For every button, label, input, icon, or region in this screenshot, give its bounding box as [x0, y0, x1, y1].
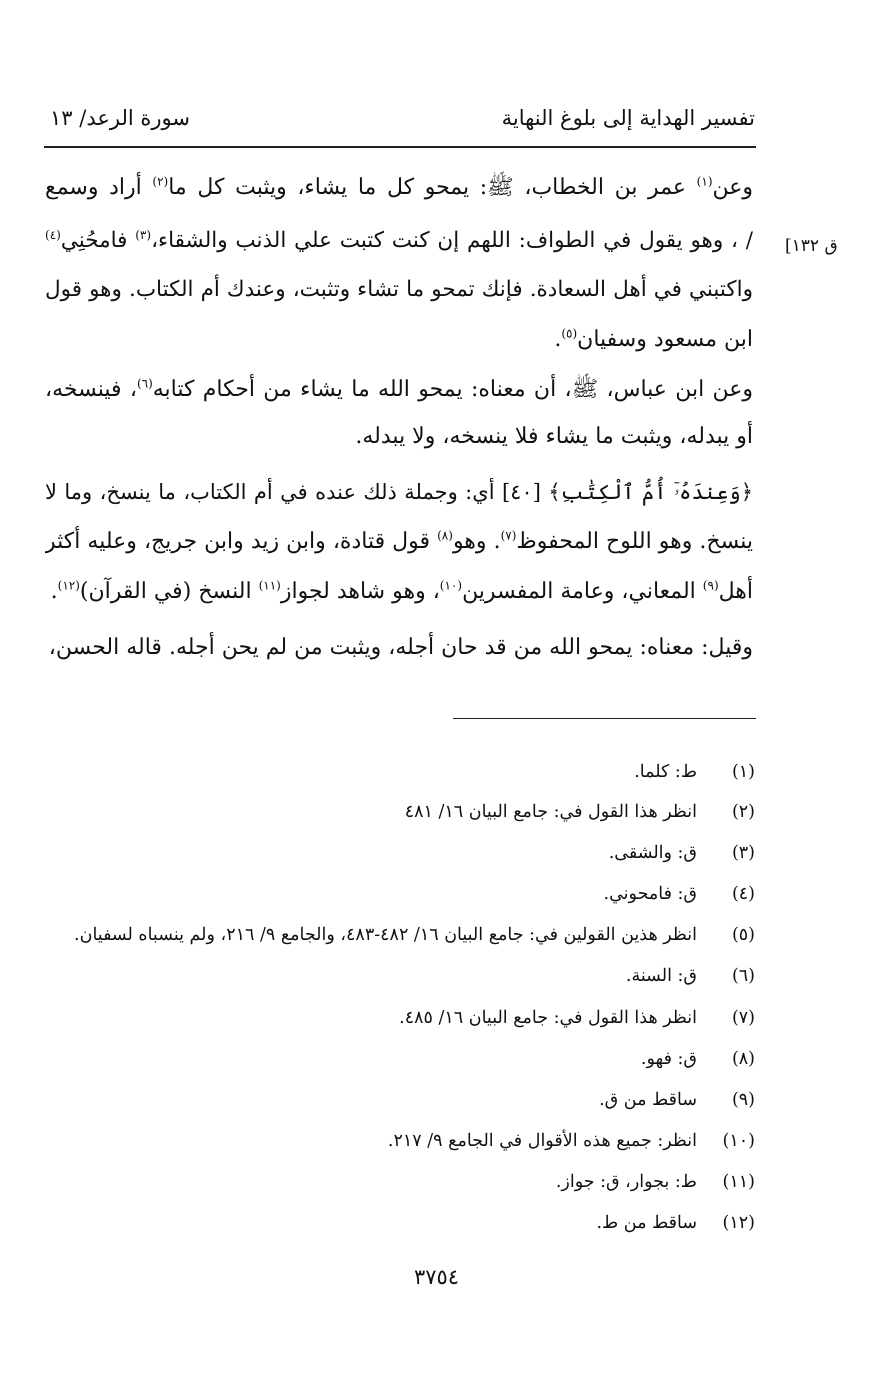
running-header-surah: سورة الرعد/ ١٣	[50, 106, 190, 130]
footnote-number: (١١)	[722, 1172, 755, 1192]
footnote-text: ق: والشقى.	[608, 843, 697, 863]
footnote-number: (٦)	[731, 966, 755, 986]
text-line	[45, 318, 753, 362]
text-run: ﴿وَعِندَهُۥٓ أُمُّ ٱلْكِتَٰبِ﴾ [٤٠] أي: وجملة ذلك عنده في أم الكتاب، ما ينسخ، وما لا	[45, 480, 753, 504]
text-line	[45, 470, 753, 514]
footnote-number: (٣)	[731, 843, 755, 863]
text-run: ، وهو شاهد لجواز	[280, 579, 440, 604]
footnote-rule	[453, 718, 756, 719]
footnote-ref: (٦)	[136, 376, 153, 391]
text-line	[45, 268, 753, 312]
header-rule	[44, 146, 756, 148]
footnote-text: ط: كلما.	[634, 762, 697, 782]
footnote-number: (١)	[731, 762, 755, 782]
text-line	[45, 368, 753, 412]
footnote-ref: (٤)	[45, 227, 61, 242]
text-run: وقيل: معناه: يمحو الله من قد حان أجله، ويثبت من لم يحن أجله. قاله الحسن،	[48, 635, 753, 660]
running-header-book-title: تفسير الهداية إلى بلوغ النهاية	[501, 106, 755, 130]
footnote	[40, 1124, 755, 1158]
footnote-text: ساقط من ق.	[599, 1090, 697, 1110]
text-line	[45, 415, 753, 459]
footnote-text: ط: بجوار، ق: جواز.	[555, 1172, 697, 1192]
footnote-ref: (١٢)	[57, 578, 80, 593]
page-number: ٣٧٥٤	[413, 1265, 460, 1289]
footnote-text: ساقط من ط.	[596, 1213, 697, 1233]
footnote	[40, 795, 755, 829]
text-run: أراد وسمع	[45, 175, 153, 200]
footnote-number: (٧)	[731, 1008, 755, 1028]
footnote-ref: (١٠)	[439, 578, 463, 593]
text-run: وعن	[712, 175, 753, 200]
text-line	[45, 520, 753, 564]
footnote-text: ق: السنة.	[625, 966, 697, 986]
footnote	[40, 1001, 755, 1035]
footnote	[40, 1042, 755, 1076]
footnote	[40, 836, 755, 870]
footnote-text: انظر هذا القول في: جامع البيان ١٦/ ٤٨١	[404, 802, 697, 822]
footnote-text: ق: فهو.	[640, 1049, 697, 1069]
text-run: .	[50, 579, 58, 604]
footnote	[40, 959, 755, 993]
footnote-number: (٢)	[731, 802, 755, 822]
footnote-ref: (٣)	[135, 227, 152, 242]
footnote-text: انظر هذين القولين في: جامع البيان ١٦/ ٤٨٢-٤٨٣، والجامع ٩/ ٢١٦، ولم ينسباه لسفيان.	[74, 925, 697, 945]
footnote-ref: (٩)	[702, 578, 719, 593]
footnote-ref: (٧)	[500, 528, 517, 543]
text-run: أو يبدله، ويثبت ما يشاء فلا ينسخه، ولا يبدله.	[355, 424, 753, 449]
text-run: ينسخ. وهو اللوح المحفوظ	[516, 529, 753, 554]
text-run: وعن ابن عباس، ﷺ، أن معناه: يمحو الله ما يشاء من أحكام كتابه	[152, 377, 753, 402]
footnote-number: (٩)	[731, 1090, 755, 1110]
footnote	[40, 1165, 755, 1199]
footnote-number: (١٠)	[722, 1131, 755, 1151]
footnote-ref: (١١)	[258, 578, 281, 593]
footnote-number: (١٢)	[722, 1213, 755, 1233]
footnote-ref: (١)	[696, 174, 713, 189]
footnote	[40, 918, 755, 952]
text-run: ابن مسعود وسفيان	[577, 327, 753, 352]
footnote-text: ق: فامحوني.	[603, 884, 697, 904]
text-run: المعاني، وعامة المفسرين	[462, 579, 703, 604]
text-run: واكتبني في أهل السعادة. فإنك تمحو ما تشاء وتثبت، وعندك أم الكتاب. وهو قول	[45, 277, 753, 302]
text-line	[45, 570, 753, 614]
footnote-ref: (٨)	[437, 528, 453, 543]
footnote-number: (٤)	[731, 884, 755, 904]
footnote-text: انظر: جميع هذه الأقوال في الجامع ٩/ ٢١٧.	[387, 1131, 697, 1151]
manuscript-margin-note: [ق ١٣٢	[785, 236, 838, 256]
text-line	[45, 166, 753, 210]
footnote	[40, 1083, 755, 1117]
text-run: النسخ (في القرآن)	[79, 579, 259, 604]
footnote-ref: (٥)	[561, 326, 578, 341]
text-run: ، فينسخه،	[45, 377, 137, 402]
text-run: .	[554, 327, 562, 352]
footnote	[40, 877, 755, 911]
text-run: أهل	[718, 579, 753, 604]
footnote	[40, 1206, 755, 1240]
footnote-number: (٥)	[731, 925, 755, 945]
text-run: . وهو	[452, 529, 501, 554]
footnote-text: انظر هذا القول في: جامع البيان ١٦/ ٤٨٥.	[399, 1008, 697, 1028]
footnote	[40, 755, 755, 789]
text-line	[45, 626, 753, 670]
text-line	[45, 219, 753, 263]
text-run: عمر بن الخطاب، ﷺ: يمحو كل ما يشاء، ويثبت كل ما	[168, 175, 697, 200]
text-run: / ، وهو يقول في الطواف: اللهم إن كنت كتبت علي الذنب والشقاء،	[151, 228, 753, 253]
text-run: فامحُنِي	[60, 228, 136, 253]
footnote-ref: (٢)	[152, 174, 169, 189]
footnote-number: (٨)	[731, 1049, 755, 1069]
text-run: قول قتادة، وابن زيد وابن جريج، وعليه أكثر	[45, 529, 438, 554]
